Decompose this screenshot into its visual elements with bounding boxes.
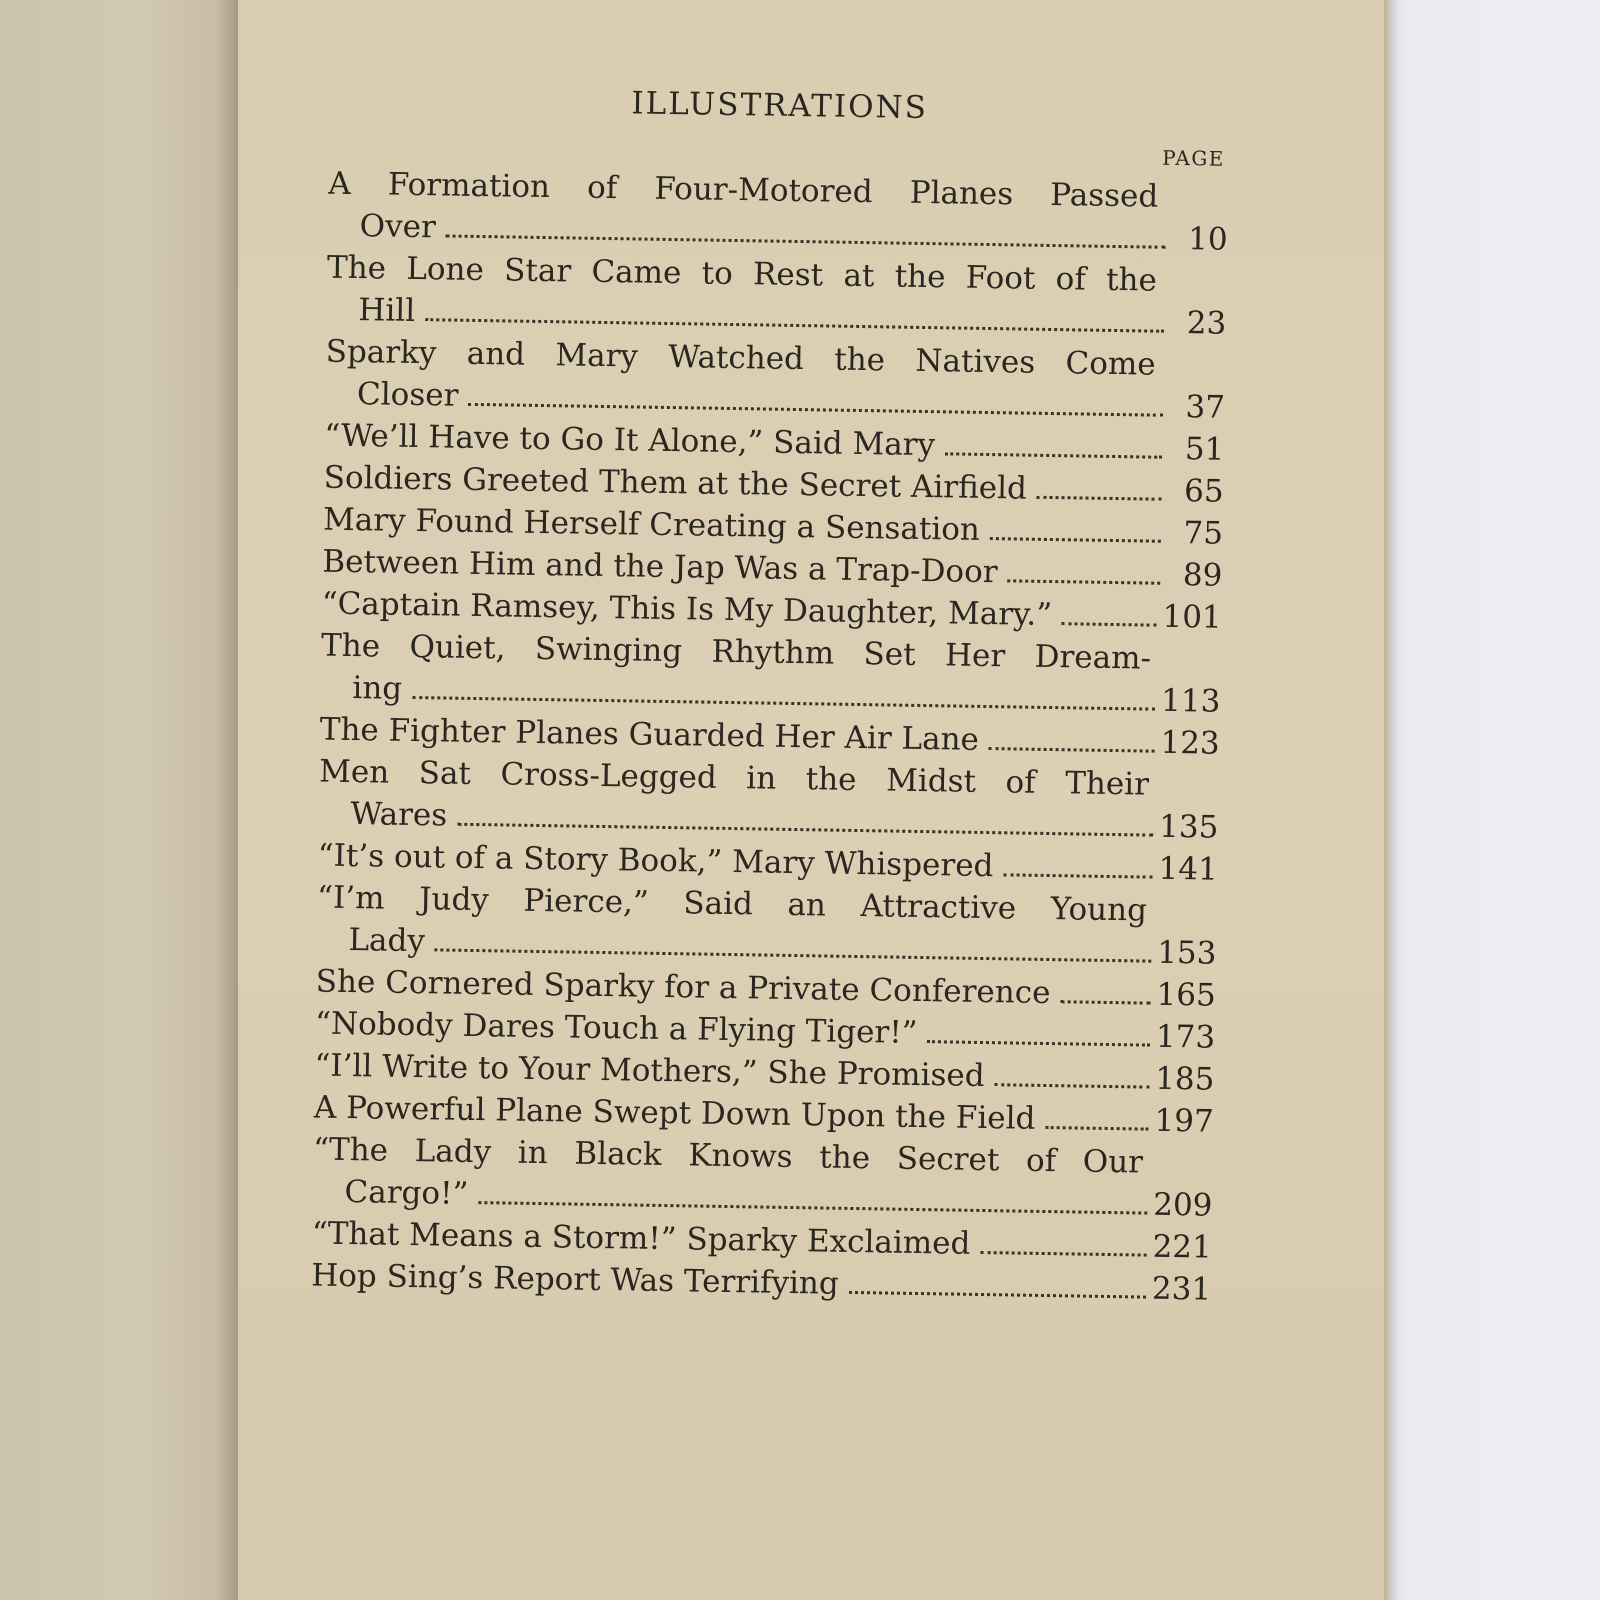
entry-word: Lone bbox=[406, 250, 485, 289]
entry-word: an bbox=[787, 886, 827, 924]
illustration-entry bbox=[278, 750, 1219, 849]
illustration-entry bbox=[285, 330, 1226, 429]
entry-page-number: 221 bbox=[1152, 1228, 1213, 1266]
dot-leader bbox=[446, 234, 1166, 248]
entry-word: Quiet, bbox=[409, 628, 506, 667]
dot-leader bbox=[1003, 873, 1152, 878]
entry-word: Sat bbox=[418, 755, 472, 792]
entry-word: Rhythm bbox=[711, 633, 835, 672]
entry-word: Cross-Legged bbox=[500, 756, 718, 796]
entry-page-number: 197 bbox=[1154, 1102, 1215, 1140]
entry-word: Planes bbox=[909, 174, 1014, 213]
entry-word: Knows bbox=[688, 1137, 793, 1176]
entry-title: Hill bbox=[358, 292, 416, 329]
entry-title: Cargo!” bbox=[344, 1173, 469, 1212]
dot-leader bbox=[990, 537, 1161, 543]
illustrations-list bbox=[271, 162, 1229, 1311]
entry-word: Black bbox=[574, 1135, 663, 1173]
entry-page-number: 231 bbox=[1151, 1270, 1212, 1308]
entry-word: the bbox=[819, 1139, 871, 1177]
entry-page-number: 101 bbox=[1162, 598, 1222, 636]
entry-page-number: 185 bbox=[1154, 1060, 1215, 1098]
entry-word: at bbox=[843, 257, 875, 295]
illustration-entry bbox=[276, 876, 1217, 975]
entry-word: Watched bbox=[668, 338, 805, 378]
entry-word: Judy bbox=[418, 881, 490, 919]
entry-page-number: 153 bbox=[1156, 934, 1217, 972]
entry-word: The bbox=[320, 627, 381, 665]
entry-word: Pierce,” bbox=[523, 882, 650, 921]
dot-leader bbox=[1045, 1126, 1148, 1131]
entry-word: Their bbox=[1064, 765, 1150, 803]
entry-word: Her bbox=[944, 637, 1006, 675]
entry-page-number: 23 bbox=[1186, 305, 1227, 342]
entry-title: Wares bbox=[350, 796, 448, 834]
entry-title: Soldiers Greeted Them at the Secret Airfield bbox=[323, 459, 1028, 507]
entry-word: Men bbox=[318, 753, 390, 791]
entry-page-number: 65 bbox=[1183, 473, 1224, 510]
entry-word: and bbox=[466, 335, 526, 373]
entry-word: Attractive bbox=[860, 888, 1017, 927]
dot-leader bbox=[468, 403, 1163, 417]
entry-word: Midst bbox=[885, 762, 977, 800]
entry-word: Dream- bbox=[1034, 638, 1152, 677]
entry-title: Mary Found Herself Creating a Sensation bbox=[322, 501, 981, 548]
entry-title: Closer bbox=[356, 376, 459, 414]
entry-word: “I’m bbox=[316, 879, 385, 917]
entry-word: of bbox=[1005, 764, 1036, 801]
illustration-entry bbox=[286, 246, 1227, 345]
dot-leader bbox=[1062, 622, 1156, 626]
entry-word: A bbox=[328, 165, 352, 202]
dot-leader bbox=[989, 747, 1155, 753]
page-column-label: PAGE bbox=[1162, 145, 1226, 171]
entry-word: “The bbox=[312, 1131, 389, 1169]
illustration-entry bbox=[272, 1128, 1213, 1227]
entry-title: “Nobody Dares Touch a Flying Tiger!” bbox=[314, 1005, 918, 1051]
entry-word: Young bbox=[1050, 891, 1148, 929]
entry-word: the bbox=[1105, 261, 1158, 299]
entry-page-number: 141 bbox=[1158, 850, 1218, 888]
dot-leader bbox=[457, 823, 1153, 837]
dot-leader bbox=[849, 1291, 1146, 1299]
entry-word: to bbox=[701, 255, 734, 292]
facing-page bbox=[0, 0, 250, 1600]
dot-leader bbox=[994, 1083, 1149, 1088]
illustrations-list-page bbox=[271, 80, 1230, 1311]
entry-title: “I’ll Write to Your Mothers,” She Promised bbox=[314, 1047, 985, 1095]
dot-leader bbox=[945, 452, 1162, 458]
page-edge bbox=[1384, 0, 1390, 1600]
entry-word: in bbox=[517, 1134, 549, 1172]
dot-leader bbox=[980, 1251, 1146, 1257]
entry-word: the bbox=[834, 341, 886, 379]
dot-leader bbox=[927, 1040, 1149, 1046]
entry-page-number: 173 bbox=[1155, 1018, 1216, 1056]
entry-word: Secret bbox=[896, 1140, 1000, 1179]
entry-word: Our bbox=[1082, 1143, 1144, 1181]
entry-title: A Powerful Plane Swept Down Upon the Field bbox=[313, 1089, 1036, 1137]
entry-word: Come bbox=[1065, 345, 1156, 383]
entry-title: The Fighter Planes Guarded Her Air Lane bbox=[319, 711, 980, 758]
dot-leader bbox=[478, 1201, 1147, 1215]
dot-leader bbox=[1037, 496, 1162, 501]
entry-word: of bbox=[586, 169, 618, 207]
dot-leader bbox=[435, 948, 1151, 962]
entry-page-number: 10 bbox=[1187, 221, 1228, 258]
entry-word: The bbox=[326, 249, 387, 287]
page-heading: ILLUSTRATIONS bbox=[631, 85, 929, 127]
entry-word: Passed bbox=[1050, 176, 1159, 215]
entry-word: Came bbox=[591, 253, 682, 292]
entry-word: Said bbox=[683, 885, 754, 923]
entry-word: of bbox=[1025, 1142, 1057, 1180]
entry-word: of bbox=[1055, 261, 1087, 298]
entry-page-number: 89 bbox=[1182, 557, 1223, 594]
entry-word: Formation bbox=[387, 166, 551, 206]
entry-title: Lady bbox=[348, 922, 426, 960]
entry-title: “We’ll Have to Go It Alone,” Said Mary bbox=[324, 417, 936, 464]
entry-page-number: 165 bbox=[1156, 976, 1217, 1014]
dot-leader bbox=[412, 696, 1155, 711]
entry-page-number: 209 bbox=[1152, 1186, 1213, 1224]
entry-word: Swinging bbox=[534, 630, 683, 670]
entry-page-number: 135 bbox=[1158, 808, 1219, 846]
entry-word: Sparky bbox=[325, 333, 437, 372]
entry-word: Foot bbox=[965, 259, 1036, 297]
entry-word: the bbox=[894, 258, 946, 296]
entry-page-number: 37 bbox=[1185, 389, 1226, 426]
dot-leader bbox=[1007, 579, 1160, 584]
entry-word: the bbox=[805, 761, 857, 798]
entry-word: Mary bbox=[555, 337, 639, 375]
entry-word: in bbox=[746, 760, 777, 797]
entry-title: Between Him and the Jap Was a Trap-Door bbox=[322, 543, 998, 591]
entry-word: Natives bbox=[915, 342, 1036, 381]
entry-page-number: 113 bbox=[1160, 682, 1221, 720]
dot-leader bbox=[1060, 1000, 1150, 1004]
entry-title: “It’s out of a Story Book,” Mary Whispered bbox=[317, 837, 994, 885]
entry-title: ing bbox=[352, 670, 403, 707]
entry-page-number: 123 bbox=[1160, 724, 1220, 762]
illustration-entry bbox=[280, 624, 1221, 723]
entry-title: Hop Sing’s Report Was Terrifying bbox=[310, 1257, 840, 1302]
entry-title: “That Means a Storm!” Sparky Exclaimed bbox=[311, 1215, 971, 1262]
entry-title: Over bbox=[359, 208, 437, 246]
entry-page-number: 75 bbox=[1183, 515, 1224, 552]
entry-page-number: 51 bbox=[1184, 431, 1225, 468]
entry-word: Rest bbox=[752, 256, 824, 294]
entry-title: She Cornered Sparky for a Private Conference bbox=[315, 963, 1051, 1012]
entry-word: Four-Motored bbox=[654, 170, 873, 211]
entry-title: “Captain Ramsey, This Is My Daughter, Mary.” bbox=[321, 585, 1053, 634]
entry-word: Set bbox=[863, 636, 916, 673]
dot-leader bbox=[425, 318, 1164, 333]
entry-word: Star bbox=[503, 252, 572, 290]
entry-word: Lady bbox=[414, 1133, 492, 1171]
illustration-entry bbox=[287, 162, 1228, 261]
